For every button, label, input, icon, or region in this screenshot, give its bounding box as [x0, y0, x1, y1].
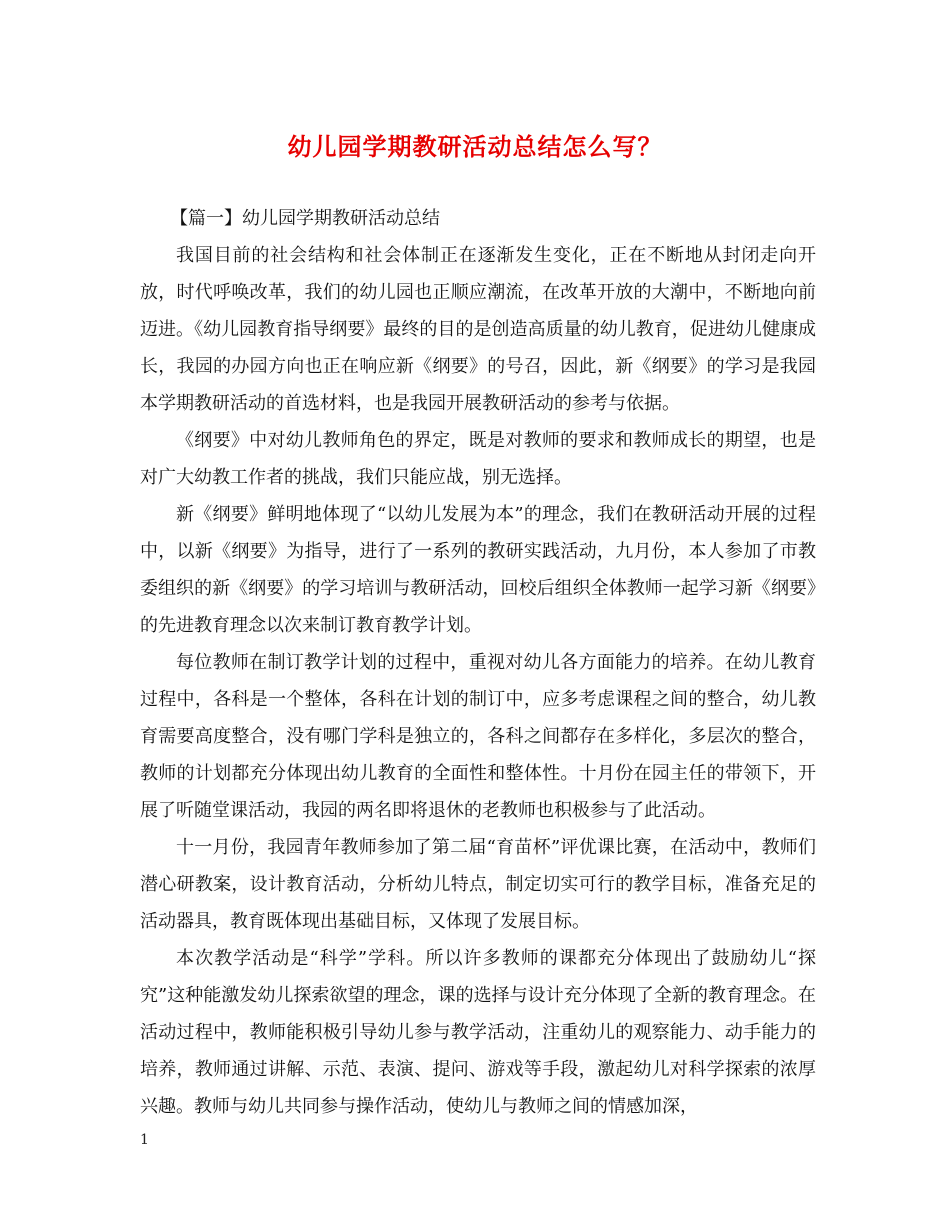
paragraph-3: 新《纲要》鲜明地体现了“以幼儿发展为本”的理念，我们在教研活动开展的过程中，以新《纲要》为指导，进行了一系列的教研实践活动，九月份，本人参加了市教委组织的新《纲要》的学习培训与教研活动，回校后组织全体教师一起学习新《纲要》的先进教育理念以次来制订教育教学计划。 — [140, 504, 816, 636]
document-body — [140, 200, 816, 1125]
paragraph-5: 十一月份，我园青年教师参加了第二届“育苗杯”评优课比赛，在活动中，教师们潜心研教案，设计教育活动，分析幼儿特点，制定切实可行的教学目标，准备充足的活动器具，教育既体现出基础目标，又体现了发展目标。 — [140, 837, 816, 932]
page-number: 1 — [140, 1132, 149, 1148]
document-title: 幼儿园学期教研活动总结怎么写？ — [287, 132, 663, 161]
paragraph-6: 本次教学活动是“科学”学科。所以许多教师的课都充分体现出了鼓励幼儿“探究”这种能激发幼儿探索欲望的理念，课的选择与设计充分体现了全新的教育理念。在活动过程中，教师能积极引导幼儿参与教学活动，注重幼儿的观察能力、动手能力的培养，教师通过讲解、示范、表演、提问、游戏等手段，激起幼儿对科学探索的浓厚兴趣。教师与幼儿共同参与操作活动，使幼儿与教师之间的情感加深， — [140, 948, 816, 1117]
paragraph-4: 每位教师在制订教学计划的过程中，重视对幼儿各方面能力的培养。在幼儿教育过程中，各科是一个整体，各科在计划的制订中，应多考虑课程之间的整合，幼儿教育需要高度整合，没有哪门学科是独立的，各科之间都存在多样化，多层次的整合，教师的计划都充分体现出幼儿教育的全面性和整体性。十月份在园主任的带领下，开展了听随堂课活动，我园的两名即将退休的老教师也积极参与了此活动。 — [140, 652, 816, 821]
paragraph-1: 我国目前的社会结构和社会体制正在逐渐发生变化，正在不断地从封闭走向开放，时代呼唤改革，我们的幼儿园也正顺应潮流，在改革开放的大潮中，不断地向前迈进。《幼儿园教育指导纲要》最终的目的是创造高质量的幼儿教育，促进幼儿健康成长，我园的办园方向也正在响应新《纲要》的号召，因此，新《纲要》的学习是我园本学期教研活动的首选材料，也是我园开展教研活动的参考与依据。 — [140, 245, 816, 414]
paragraph-2: 《纲要》中对幼儿教师角色的界定，既是对教师的要求和教师成长的期望，也是对广大幼教工作者的挑战，我们只能应战，别无选择。 — [140, 430, 816, 488]
section-heading: 【篇一】幼儿园学期教研活动总结 — [170, 208, 440, 229]
